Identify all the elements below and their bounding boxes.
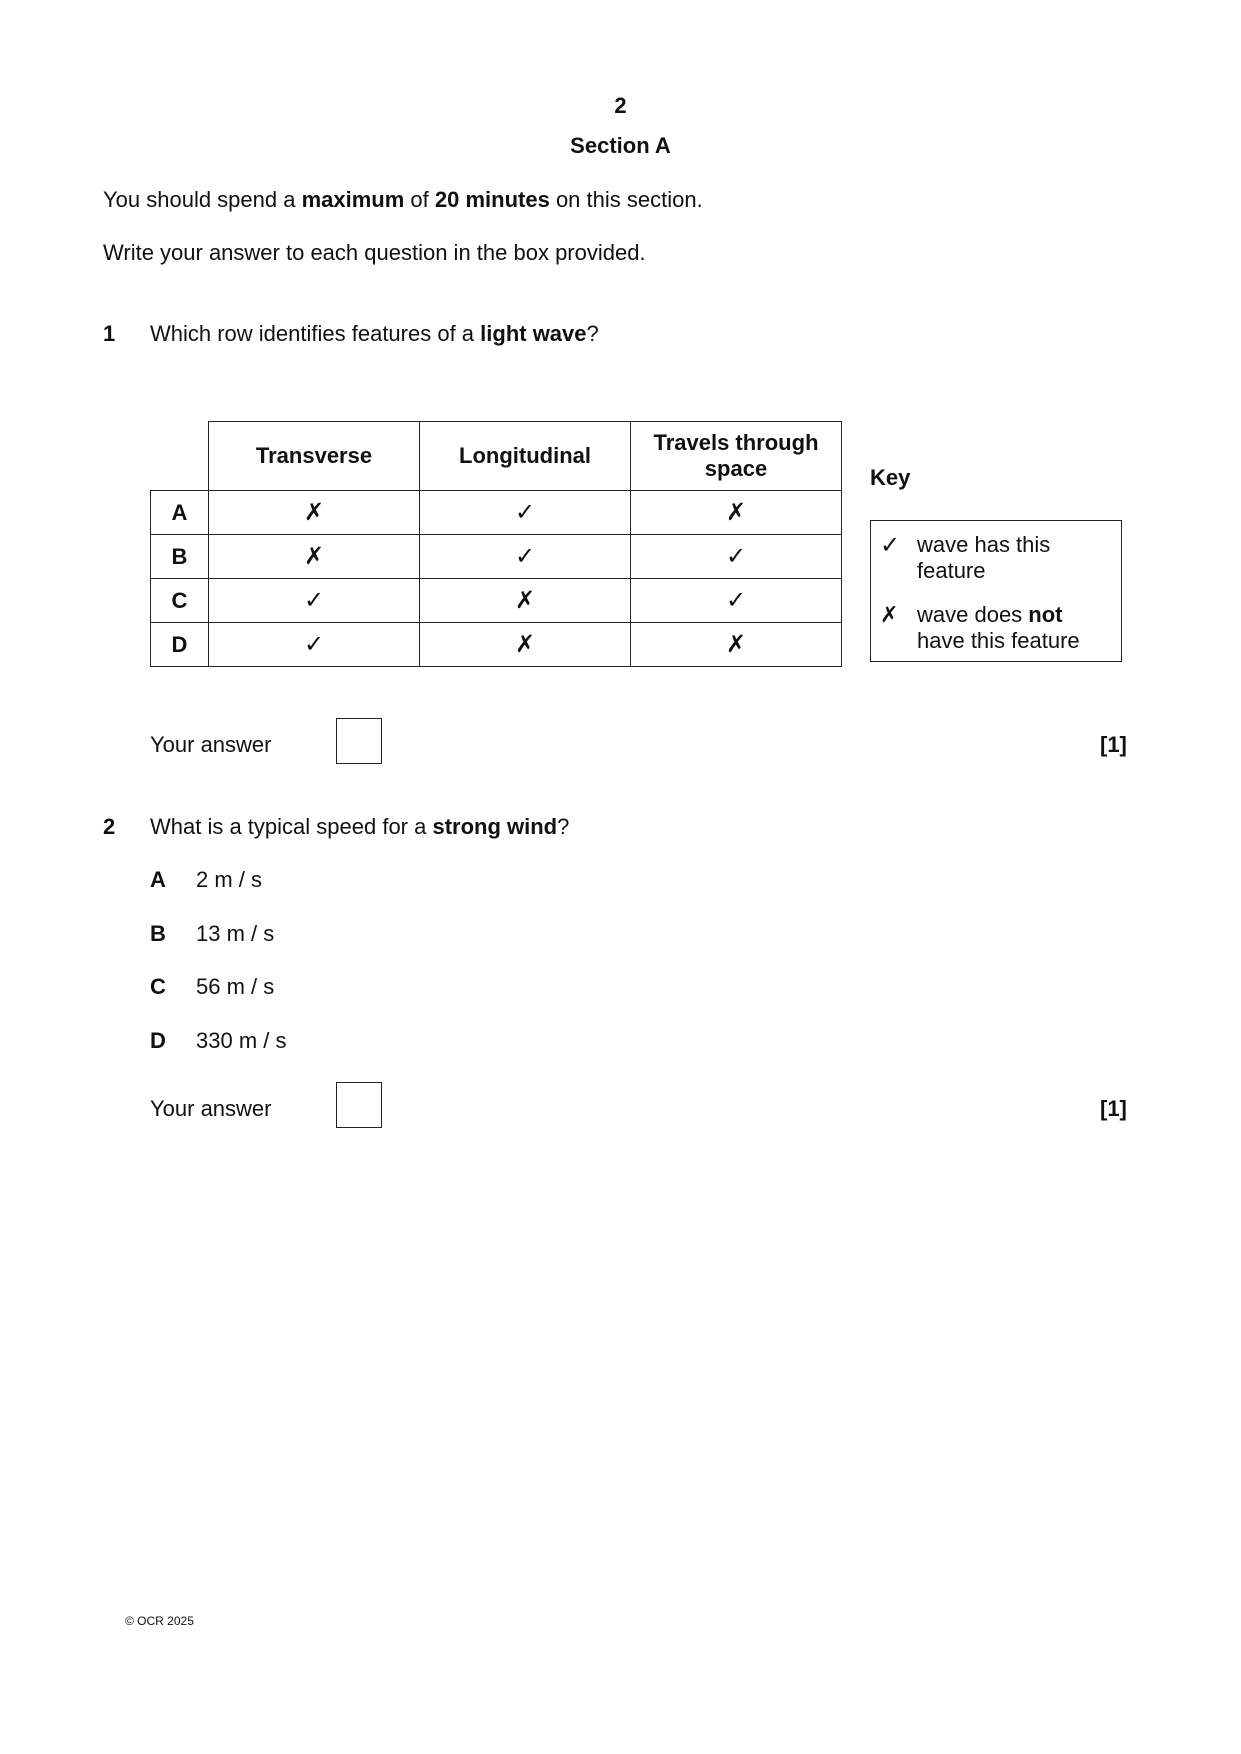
table-row <box>151 579 842 623</box>
row-label: D <box>151 623 209 667</box>
row-label: C <box>151 579 209 623</box>
header-transverse: Transverse <box>209 422 420 491</box>
instruction-time: You should spend a maximum of 20 minutes on this section. <box>103 187 703 212</box>
header-travels-through-space: Travels through space <box>631 422 842 491</box>
page-number: 2 <box>614 93 627 118</box>
option-letter-b: B <box>150 921 166 946</box>
copyright-footer: © OCR 2025 <box>125 1614 194 1628</box>
option-value-b: 13 m / s <box>196 921 275 946</box>
option-letter-c: C <box>150 974 166 999</box>
question-2-number: 2 <box>103 814 116 839</box>
section-title: Section A <box>570 133 671 158</box>
key-cross-text: wave does not have this feature <box>917 602 1080 653</box>
key-title: Key <box>870 465 911 490</box>
question-2-text: What is a typical speed for a strong wind? <box>150 814 570 839</box>
question-2-answer-box[interactable] <box>336 1082 382 1128</box>
wave-features-table <box>150 421 842 667</box>
row-label: A <box>151 491 209 535</box>
instruction-answer: Write your answer to each question in the box provided. <box>103 240 646 265</box>
question-1-marks: [1] <box>1100 732 1127 757</box>
question-1-text: Which row identifies features of a light wave? <box>150 321 599 346</box>
table-cell: ✗ <box>209 535 420 579</box>
table-cell: ✗ <box>209 491 420 535</box>
question-1-answer-box[interactable] <box>336 718 382 764</box>
question-2-answer-label: Your answer <box>150 1096 272 1121</box>
table-cell: ✓ <box>420 535 631 579</box>
cross-icon: ✗ <box>880 602 899 627</box>
row-label: B <box>151 535 209 579</box>
key-tick-text: wave has this feature <box>917 532 1051 583</box>
option-letter-a: A <box>150 867 166 892</box>
table-row <box>151 535 842 579</box>
table-header-row <box>151 422 842 491</box>
question-2-marks: [1] <box>1100 1096 1127 1121</box>
table-cell: ✓ <box>631 579 842 623</box>
table-cell: ✓ <box>209 623 420 667</box>
table-cell: ✓ <box>209 579 420 623</box>
tick-icon: ✓ <box>880 532 901 559</box>
table-cell: ✓ <box>631 535 842 579</box>
question-1-answer-label: Your answer <box>150 732 272 757</box>
table-cell: ✗ <box>631 491 842 535</box>
question-1-number: 1 <box>103 321 116 346</box>
option-value-c: 56 m / s <box>196 974 275 999</box>
table-row <box>151 623 842 667</box>
option-value-a: 2 m / s <box>196 867 263 892</box>
table-row <box>151 491 842 535</box>
header-longitudinal: Longitudinal <box>420 422 631 491</box>
table-cell: ✗ <box>631 623 842 667</box>
option-letter-d: D <box>150 1028 166 1053</box>
option-value-d: 330 m / s <box>196 1028 287 1053</box>
table-cell: ✗ <box>420 623 631 667</box>
key-box <box>870 520 1122 662</box>
table-cell: ✗ <box>420 579 631 623</box>
table-cell: ✓ <box>420 491 631 535</box>
table-corner <box>151 422 209 491</box>
